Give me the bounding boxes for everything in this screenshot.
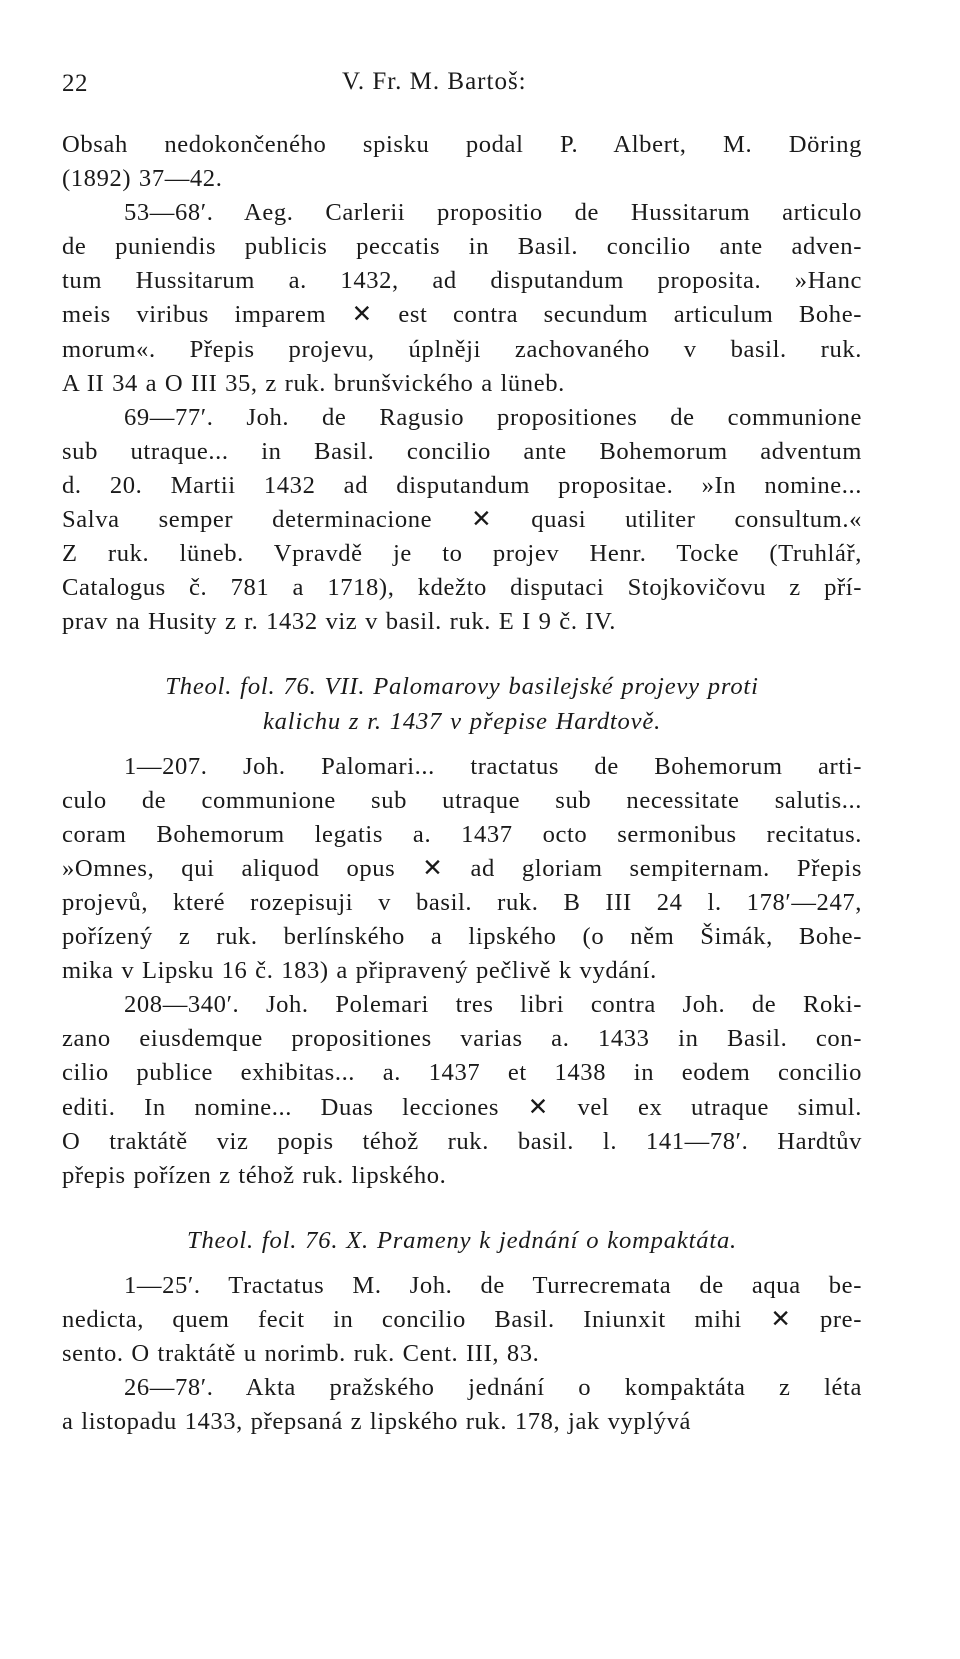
text-line: Salva semper determinacione ✕ quasi utiliter consultum.« (62, 506, 862, 534)
heading-line: kalichu z r. 1437 v přepise Hardtově. (262, 707, 662, 735)
text-line: coram Bohemorum legatis a. 1437 octo sermonibus recitatus. (62, 820, 862, 848)
text-line: (1892) 37—42. (62, 165, 223, 193)
book-page (62, 62, 862, 1622)
paragraph (62, 128, 862, 196)
text-line: Obsah nedokončeného spisku podal P. Albert, M. Döring (62, 131, 862, 158)
text-line: 26—78′. Akta pražského jednání o kompaktáta z léta (124, 1374, 862, 1402)
text-line: 208—340′. Joh. Polemari tres libri contra Joh. de Roki- (124, 991, 862, 1019)
section-gap (62, 639, 862, 670)
text-line: editi. In nomine... Duas lecciones ✕ vel ex utraque simul. (62, 1093, 862, 1121)
heading-line: Theol. fol. 76. VII. Palomarovy basilejské projevy proti (165, 673, 759, 701)
text-line: nedicta, quem fecit in concilio Basil. Iniunxit mihi ✕ pre- (62, 1306, 862, 1333)
section-heading (62, 1224, 862, 1258)
text-line: d. 20. Martii 1432 ad disputandum propositae. »In nomine... (62, 471, 862, 499)
page-body-text (62, 128, 862, 1439)
paragraph (62, 988, 862, 1193)
text-line: 69—77′. Joh. de Ragusio propositiones de communione (124, 403, 862, 431)
text-line: mika v Lipsku 16 č. 183) a připravený pečlivě k vydání. (62, 957, 657, 985)
text-line: prav na Husity z r. 1432 viz v basil. ruk. E I 9 č. IV. (62, 608, 617, 636)
paragraph (62, 1371, 862, 1439)
paragraph (62, 750, 862, 989)
text-line: O traktátě viz popis téhož ruk. basil. l. 141—78′. Hardtův (62, 1127, 862, 1155)
text-line: 1—207. Joh. Palomari... tractatus de Bohemorum arti- (124, 752, 862, 780)
text-line: Z ruk. lüneb. Vpravdě je to projev Henr. Tocke (Truhlář, (62, 540, 862, 568)
text-line: »Omnes, qui aliquod opus ✕ ad gloriam sempiternam. Přepis (62, 854, 862, 882)
text-line: meis viribus imparem ✕ est contra secundum articulum Bohe- (62, 301, 862, 329)
section-gap (62, 1258, 862, 1269)
page-number: 22 (62, 70, 88, 97)
running-head (62, 62, 862, 98)
text-line: sub utraque... in Basil. concilio ante Bohemorum adventum (62, 437, 862, 465)
section-gap (62, 739, 862, 750)
text-line: projevů, které rozepisuji v basil. ruk. B III 24 l. 178′—247, (62, 888, 862, 916)
text-line: 1—25′. Tractatus M. Joh. de Turrecremata de aqua be- (124, 1271, 862, 1299)
text-line: tum Hussitarum a. 1432, ad disputandum proposita. »Hanc (62, 267, 862, 295)
text-line: de puniendis publicis peccatis in Basil. concilio ante adven- (62, 233, 862, 261)
text-line: pořízený z ruk. berlínského a lipského (o něm Šimák, Bohe- (62, 923, 862, 951)
heading-line: Theol. fol. 76. X. Prameny k jednání o kompaktáta. (186, 1226, 738, 1254)
text-line: a listopadu 1433, přepsaná z lipského ruk. 178, jak vyplývá (62, 1408, 692, 1436)
section-heading (62, 670, 862, 738)
text-line: 53—68′. Aeg. Carlerii propositio de Hussitarum articulo (124, 199, 862, 227)
paragraph (62, 196, 862, 401)
text-line: culo de communione sub utraque sub necessitate salutis... (62, 786, 862, 814)
text-line: cilio publice exhibitas... a. 1437 et 1438 in eodem concilio (62, 1059, 862, 1087)
running-title: V. Fr. M. Bartoš: (342, 68, 527, 95)
paragraph (62, 1269, 862, 1371)
text-line: sento. O traktátě u norimb. ruk. Cent. III, 83. (62, 1340, 540, 1368)
text-line: zano eiusdemque propositiones varias a. 1433 in Basil. con- (62, 1025, 862, 1053)
section-gap (62, 1193, 862, 1224)
paragraph (62, 401, 862, 640)
text-line: přepis pořízen z téhož ruk. lipského. (62, 1161, 447, 1189)
text-line: A II 34 a O III 35, z ruk. brunšvického a lüneb. (62, 369, 565, 397)
text-line: Catalogus č. 781 a 1718), kdežto disputaci Stojkovičovu z pří- (62, 574, 862, 602)
text-line: morum«. Přepis projevu, úplněji zachovaného v basil. ruk. (62, 335, 862, 363)
